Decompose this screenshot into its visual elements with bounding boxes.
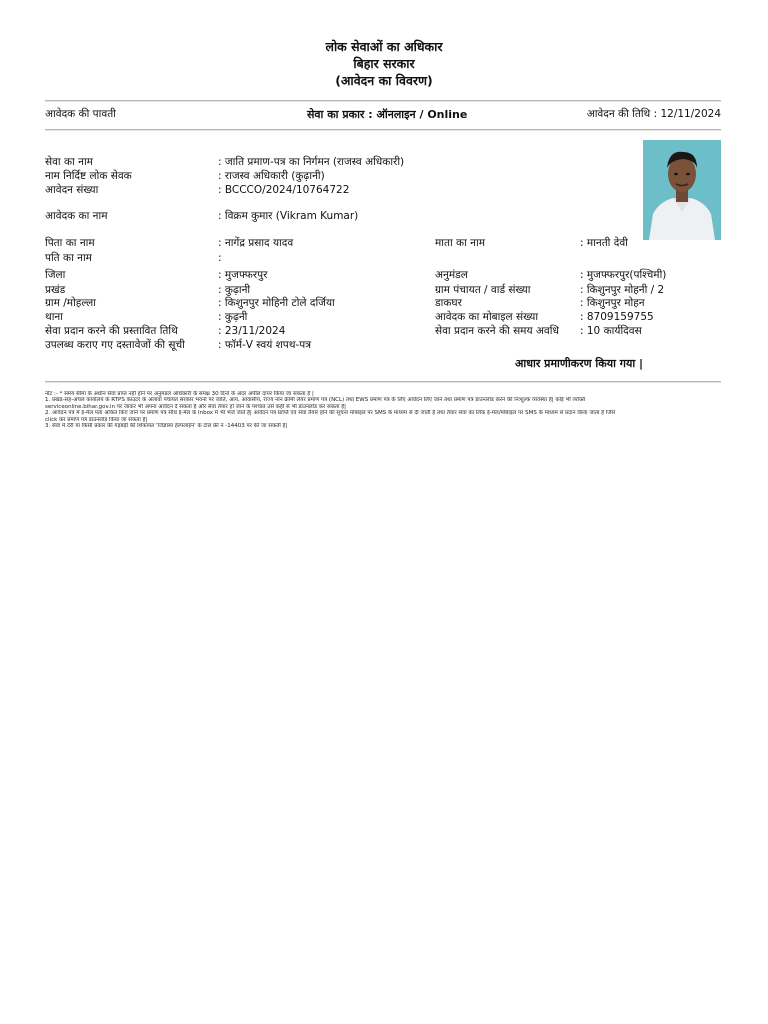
application-number-value: : BCCCO/2024/10764722 <box>218 184 350 196</box>
service-type: सेवा का प्रकार : ऑनलाइन / Online <box>307 108 468 121</box>
district-label: जिला <box>45 269 66 281</box>
application-number-label: आवेदन संख्या <box>45 184 99 196</box>
proposed-date-value: : 23/11/2024 <box>218 325 286 337</box>
village-label: ग्राम /मोहल्ला <box>45 297 96 309</box>
police-station-label: थाना <box>45 311 63 323</box>
note-line: 3. सेवा में देरी या किसी प्रकार की गड़बड़ी की शिकायत 'जिज्ञासा हेल्पलाईन' के टोल फ्री नं -14403 पर की जा सकती है| <box>45 423 288 430</box>
notes-divider <box>45 381 721 383</box>
documents-value: : फॉर्म-V स्वयं शपथ-पत्र <box>218 339 311 351</box>
note-line: serviceonline.bihar.gov.in पर जाकर भी अपना आवेदन दे सकता है और सेवा तैयार हो जाने के पश्चात उसे कहीं से भी डाउनलोड कर सकता है| <box>45 403 347 410</box>
note-line: 2. आवेदन पत्र में ई-मेल पता अंकित किए जाने पर प्रमाण पत्र सीधे ई-मेल के Inbox में भी भेजे जाते हैं| आवेदन पत्र प्राप्ति एवं सेवा तैयार होने की सूचना मोबाइल पर SMS के माध्यम से दी जाती है तथा तैयार सेवा का लिंक ई-मेल/मोबाइल पर SMS के माध्यम से प्रदान किया जाता है जिसे <box>45 410 616 417</box>
officer-label: नाम निर्दिष्ट लोक सेवक <box>45 170 132 182</box>
block-value: : कुढ़ानी <box>218 284 251 296</box>
acknowledgement-label: आवेदक की पावती <box>45 108 116 120</box>
husband-name-label: पति का नाम <box>45 252 92 264</box>
proposed-date-label: सेवा प्रदान करने की प्रस्तावित तिथि <box>45 325 178 337</box>
panchayat-label: ग्राम पंचायत / वार्ड संख्या <box>435 284 531 296</box>
father-name-label: पिता का नाम <box>45 237 95 249</box>
mobile-value: : 8709159755 <box>580 311 654 323</box>
service-name-label: सेवा का नाम <box>45 156 93 168</box>
time-limit-label: सेवा प्रदान करने की समय अवधि <box>435 325 559 337</box>
mother-name-value: : मानती देवी <box>580 237 628 249</box>
note-line: click कर प्रमाण पत्र डाउनलोड किया जा सकता है| <box>45 416 148 423</box>
aadhaar-verification-note: आधार प्रमाणीकरण किया गया | <box>515 357 644 370</box>
mobile-label: आवेदक का मोबाइल संख्या <box>435 311 539 323</box>
application-date: आवेदन की तिथि : 12/11/2024 <box>586 108 721 120</box>
block-label: प्रखंड <box>45 284 66 296</box>
meta-row <box>45 107 721 123</box>
husband-name-value: : <box>218 252 222 264</box>
applicant-name-label: आवेदक का नाम <box>45 210 108 222</box>
subdivision-label: अनुमंडल <box>435 269 468 281</box>
applicant-photo-image <box>643 140 721 240</box>
header-title: लोक सेवाओं का अधिकार <box>325 39 443 54</box>
panchayat-value: : किशुनपुर मोहनी / 2 <box>580 284 665 296</box>
officer-value: : राजस्व अधिकारी (कुढ़ानी) <box>218 170 325 182</box>
notes-section <box>45 391 721 429</box>
police-station-value: : कुढ़नी <box>218 311 248 323</box>
subdivision-value: : मुजफ्फरपुर(पश्चिमी) <box>580 269 667 281</box>
meta-divider <box>45 129 721 131</box>
mother-name-label: माता का नाम <box>435 237 485 249</box>
service-name-value: : जाति प्रमाण-पत्र का निर्गमन (राजस्व अधिकारी) <box>218 156 405 168</box>
header-government: बिहार सरकार <box>353 56 415 71</box>
documents-label: उपलब्ध कराए गए दस्तावेजों की सूची <box>45 339 185 351</box>
note-line: नोट :- * समय सीमा के अधीन सेवा प्राप्त नहीं होने पर अनुमंडल अधिकारी के समक्ष 30 दिनों के अंदर अपील दायर किया जा सकता है | <box>45 391 314 397</box>
post-office-value: : किशुनपुर मोहन <box>580 297 645 309</box>
district-value: : मुजफ्फरपुर <box>218 269 268 281</box>
document-header <box>0 38 768 89</box>
post-office-label: डाकघर <box>435 297 462 309</box>
father-name-value: : नागेंद्र प्रसाद यादव <box>218 237 294 249</box>
header-subtitle: (आवेदन का विवरण) <box>335 73 433 88</box>
time-limit-value: : 10 कार्यदिवस <box>580 325 642 337</box>
note-line: 1. प्रखंड-सह-अंचल कार्यालय के RTPS काउंटर के अलावा पंचायत सरकार भवनों पर जाति, आय, आवासीय, राज्य नॉन क्रीमी लेयर प्रमाण पत्र (NCL) तथा EWS प्रमाण पत्र के लिए आवेदन लिए जाने तथा प्रमाण पत्र डाउनलोड करने की निःशुल्क व्यवस्था है| कोई भी व्यक्ति <box>45 397 586 404</box>
top-divider <box>45 100 721 102</box>
applicant-name-value: : विक्रम कुमार (Vikram Kumar) <box>218 210 359 222</box>
village-value: : किशुनपुर मोहिनी टोले दर्जिया <box>218 297 335 309</box>
applicant-photo <box>643 140 721 240</box>
